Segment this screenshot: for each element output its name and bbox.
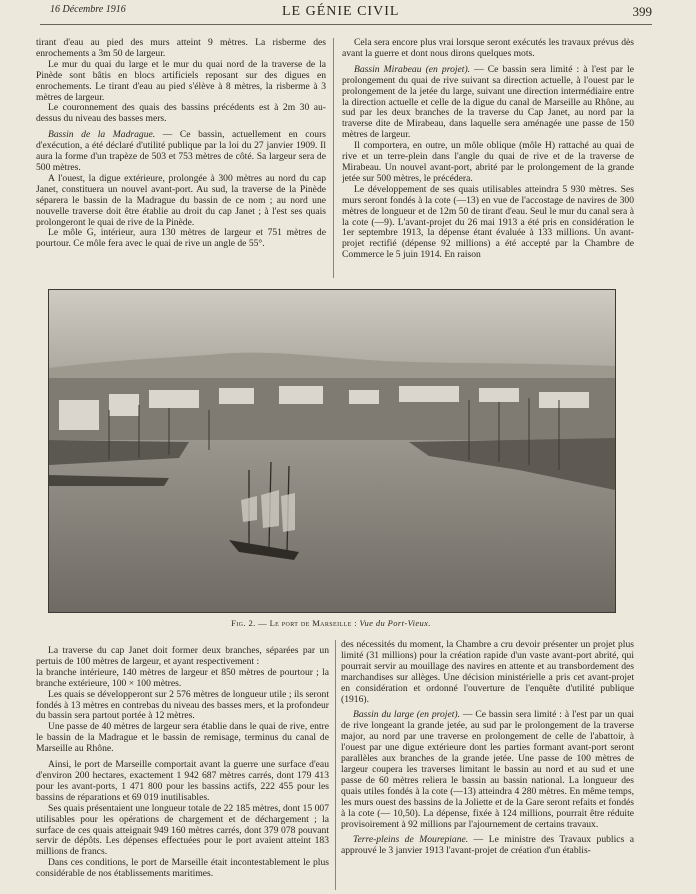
page-number: 399	[632, 4, 652, 19]
paragraph-madrague	[36, 130, 326, 174]
paragraph: La traverse du cap Janet doit former deux branches, séparées par un pertuis de 100 mètres de largeur, et ayant respectivement :	[36, 646, 329, 667]
paragraph: Il comportera, en outre, un môle oblique (môle H) rattaché au quai de rive et un terre-plein dans l'angle du quai de rive et de la traverse de Mirabeau. Un nouvel avant-port, abrité par le prolongement de la grande jetée sur 500 mètres, le précédera.	[342, 140, 634, 184]
photo-port-vieux	[48, 289, 616, 613]
paragraph-large	[341, 710, 634, 830]
section-title-madrague: Bassin de la Madrague.	[48, 129, 156, 141]
paragraph-mourepiane	[341, 835, 634, 857]
section-text: — Ce bassin sera limité : à l'est par le prolongement du quai de rive suivant sa direction actuelle, à l'ouest par le prolongement de la jetée du large, suivant une direction intermédiaire entre la direction actuelle et celle de la digue du canal de Marseille au Rhône, au sud par les deux branches de la traverse du Cap Janet, au nord par la traverse dite de Mirabeau, dans laquelle sera aménagée une passe de 150 mètres de largeur.	[342, 63, 634, 141]
section-title-mirabeau: Bassin Mirabeau (en projet).	[354, 63, 471, 75]
section-text: — Le ministre des Travaux publics a approuvé le 3 janvier 1913 l'avant-projet de création d'un établis-	[341, 834, 634, 857]
header-date: 16 Décembre 1916	[50, 4, 126, 15]
paragraph: Cela sera encore plus vrai lorsque seront exécutés les travaux prévus dès avant la guerre et dont nous dirons quelques mots.	[342, 38, 634, 59]
figure-label: Fig. 2.	[231, 618, 256, 628]
list-item: la branche intérieure, 140 mètres de largeur et 850 mètres de pourtour ; la branche extérieure, 100 × 100 mètres.	[36, 666, 329, 689]
section-text: — Ce bassin sera limité : à l'est par un quai de rive longeant la grande jetée, au sud par le prolongement de la traverse major, au nord par une traverse en prolongement de celle de l'abattoir, à l'ouest par une digue extérieure dont les parties formant avant-port seront parallèles aux branches de la grande jetée. Une passe de 100 mètres de largeur coupera les traverses limitant le bassin au nord et au sud et une passe de 60 mètres reliera le bassin au bassin national. La longueur des quais utiles fondés à la cote (—13) atteindra 4 280 mètres. En même temps, les murs ouest des bassins de la Joliette et de la Gare seront refaits et fondés à la cote (— 10,50). La dépense, fixée à 124 millions, pourrait être réduite provisoirement à 92 millions par l'ajournement de certains travaux.	[341, 709, 634, 830]
paragraph: Ses quais présentaient une longueur totale de 22 185 mètres, dont 15 007 utilisables pour les opérations de chargement et de déchargement ; la surface de ces quais atteignait 949 160 mètres carrés, dont 379 078 pouvant servir de dépôts. Les dépenses effectuées pour le port avaient atteint 183 millions de francs.	[36, 802, 329, 858]
column-left-bottom	[36, 646, 329, 892]
figure-caption: Fig. 2. — Le port de Marseille : Vue du Port-Vieux.	[231, 618, 431, 628]
section-text: — Ce bassin, actuellement en cours d'exécution, a été déclaré d'utilité publique par la loi du 27 janvier 1909. Il aura la forme d'un trapèze de 503 et 753 mètres de côté. Sa largeur sera de 500 mètres.	[36, 129, 326, 173]
paragraph: Une passe de 40 mètres de largeur sera établie dans le quai de rive, entre le bassin de la Madrague et le bassin de remisage, terminus du canal de Marseille au Rhône.	[36, 721, 329, 755]
column-right-top	[342, 38, 634, 283]
header-rule	[40, 24, 652, 25]
caption-title: Le port de Marseille	[269, 618, 352, 628]
paragraph: Le môle G, intérieur, aura 130 mètres de largeur et 751 mètres de pourtour. Ce môle fera avec le quai de rive un angle de 55°.	[36, 227, 326, 250]
paragraph: tirant d'eau au pied des murs atteint 9 mètres. La risberme des enrochements a 3m 50 de largeur.	[36, 38, 326, 59]
paragraph: Le couronnement des quais des bassins précédents est à 2m 30 au-dessus du niveau des basses mers.	[36, 102, 326, 125]
column-divider	[333, 38, 334, 278]
page-header	[40, 4, 652, 24]
paragraph: A l'ouest, la digue extérieure, prolongée à 300 mètres au nord du cap Janet, constituera un nouvel avant-port. Au sud, la traverse de la Pinède séparera le bassin de la Madrague du bassin de ce nom ; au nord une nouvelle traverse doit être établie au droit du cap Janet ; à l'est ses quais prolongeront le quai de rive de la Pinède.	[36, 172, 326, 228]
section-title-mourepiane: Terre-pleins de Mourepiane.	[353, 834, 469, 846]
journal-title: LE GÉNIE CIVIL	[282, 4, 400, 19]
paragraph: Les quais se développeront sur 2 576 mètres de longueur utile ; ils seront fondés à 13 mètres en contrebas du niveau des basses mers, et la profondeur du bassin sera partout portée à 12 mètres.	[36, 688, 329, 722]
paragraph: Dans ces conditions, le port de Marseille était incontestablement le plus considérable de nos établissements maritimes.	[36, 857, 329, 880]
paragraph: Le développement de ses quais utilisables atteindra 5 930 mètres. Ses murs seront fondés à la cote (—13) en vue de l'accostage de navires de 300 mètres de longueur et de 12m 50 de tirant d'eau. Seul le mur du canal sera à la cote (—9). L'avant-projet du 26 mai 1913 a été pris en considération le 1er septembre 1913, la dépense étant évaluée à 133 millions. Un avant-projet rectifié (dépense 92 millions) a été accepté par la Chambre de Commerce le 5 juin 1914. En raison	[342, 183, 634, 261]
column-right-bottom	[341, 640, 634, 892]
photo-illustration	[49, 290, 615, 612]
paragraph: Le mur du quai du large et le mur du quai nord de la traverse de la Pinède sont bâtis en blocs artificiels reposant sur des digues en enrochements. Le tirant d'eau au pied s'élève à 8 mètres, la risberme à 3 mètres de largeur.	[36, 58, 326, 103]
paragraph-mirabeau	[342, 65, 634, 141]
column-divider	[335, 640, 336, 890]
section-title-large: Bassin du large (en projet).	[353, 709, 460, 721]
paragraph: des nécessités du moment, la Chambre a cru devoir présenter un projet plus limité (31 millions) pour la création rapide d'un vaste avant-port abrité, qui pourrait servir au mouillage des navires en attente et au transbordement des marchandises sur allèges. Une décision ministérielle a pris cet avant-projet en considération et ordonné l'ouverture de l'enquête d'utilité publique (1916).	[341, 640, 634, 705]
paragraph: Ainsi, le port de Marseille comportait avant la guerre une surface d'eau d'environ 200 hectares, exactement 1 942 687 mètres carrés, dont 179 413 pour les avant-ports, 1 471 800 pour les bassins actifs, 222 455 pour les bassins de réparations et 69 019 inutilisables.	[36, 759, 329, 803]
column-left-top	[36, 38, 326, 283]
caption-subtitle: Vue du Port-Vieux.	[359, 618, 431, 628]
